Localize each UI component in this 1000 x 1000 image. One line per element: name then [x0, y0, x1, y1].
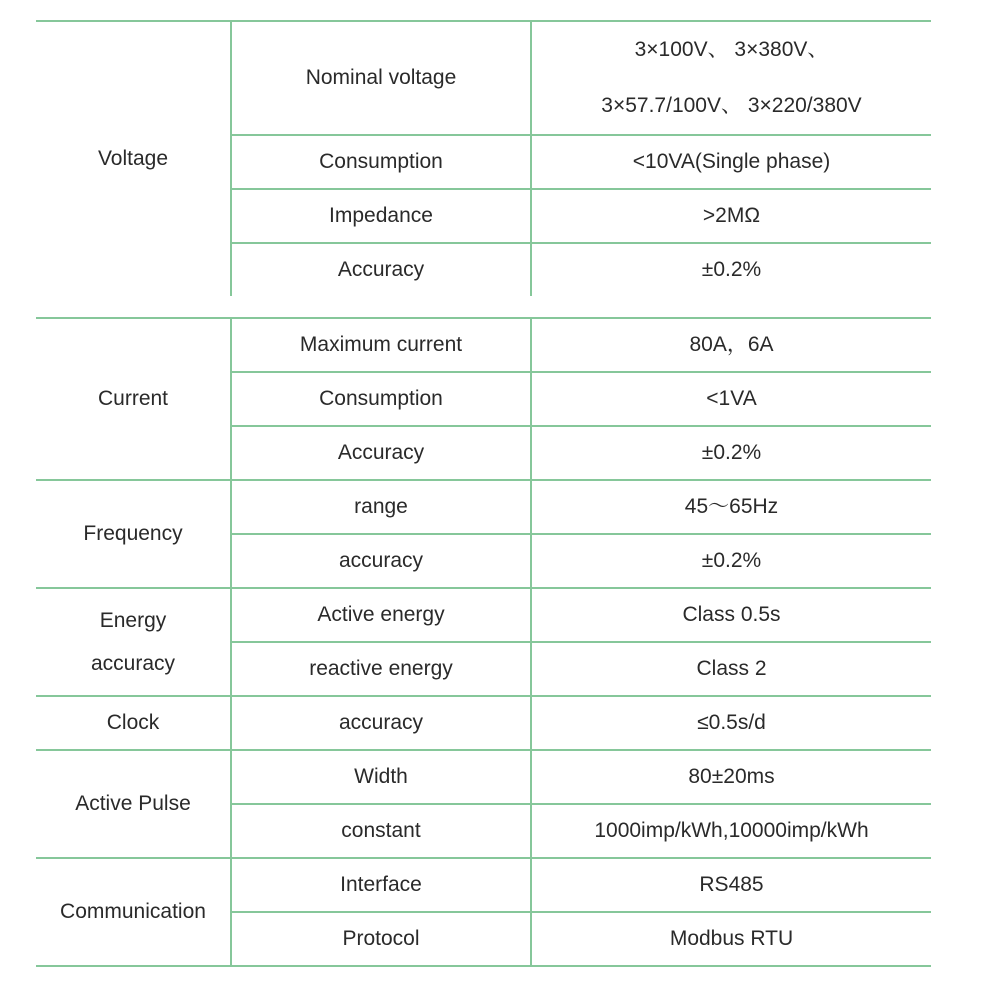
row-label: constant: [231, 804, 531, 858]
table-row: [36, 21, 931, 135]
row-value: Class 0.5s: [531, 588, 931, 642]
group-label-active-pulse: Active Pulse: [75, 792, 191, 816]
value-line-2: 3×57.7/100V、 3×220/380V: [601, 94, 862, 117]
row-value: 1000imp/kWh,10000imp/kWh: [531, 804, 931, 858]
row-label: Nominal voltage: [231, 21, 531, 135]
group-label-energy-accuracy: [36, 588, 231, 696]
table-row: [36, 588, 931, 642]
row-value: ±0.2%: [531, 534, 931, 588]
table-row: [36, 480, 931, 534]
group-label-frequency: Frequency: [83, 522, 183, 546]
row-value: 45～65Hz: [531, 480, 931, 534]
spec-table: [36, 317, 931, 967]
row-value: <10VA(Single phase): [531, 135, 931, 189]
row-label: Consumption: [231, 372, 531, 426]
row-label: Maximum current: [231, 318, 531, 372]
value-line-1: 3×100V、 3×380V、: [634, 38, 829, 61]
group-label-voltage: Voltage: [97, 147, 169, 171]
row-label: Width: [231, 750, 531, 804]
row-value: ≤0.5s/d: [531, 696, 931, 750]
row-value: [531, 21, 931, 135]
row-label: Consumption: [231, 135, 531, 189]
row-label: Active energy: [231, 588, 531, 642]
row-value: Class 2: [531, 642, 931, 696]
table-row: [36, 858, 931, 912]
group-label-communication: Communication: [60, 900, 206, 924]
table-row: [36, 318, 931, 372]
row-label: Impedance: [231, 189, 531, 243]
voltage-spec-table: [36, 20, 931, 296]
row-value: Modbus RTU: [531, 912, 931, 966]
row-value: 80A，6A: [531, 318, 931, 372]
row-value: <1VA: [531, 372, 931, 426]
group-label-current: Current: [97, 387, 169, 411]
row-value: >2MΩ: [531, 189, 931, 243]
row-label: range: [231, 480, 531, 534]
group-label-line-2: accuracy: [90, 652, 176, 675]
table-row: [36, 750, 931, 804]
row-value: RS485: [531, 858, 931, 912]
row-label: Accuracy: [231, 426, 531, 480]
table-row: [36, 696, 931, 750]
row-value: 80±20ms: [531, 750, 931, 804]
row-label: accuracy: [231, 534, 531, 588]
row-label: Interface: [231, 858, 531, 912]
row-value: ±0.2%: [531, 243, 931, 296]
group-label-clock: Clock: [106, 711, 160, 735]
row-label: Accuracy: [231, 243, 531, 296]
row-value: ±0.2%: [531, 426, 931, 480]
row-label: accuracy: [231, 696, 531, 750]
row-label: Protocol: [231, 912, 531, 966]
row-label: reactive energy: [231, 642, 531, 696]
group-label-line-1: Energy: [99, 608, 167, 632]
